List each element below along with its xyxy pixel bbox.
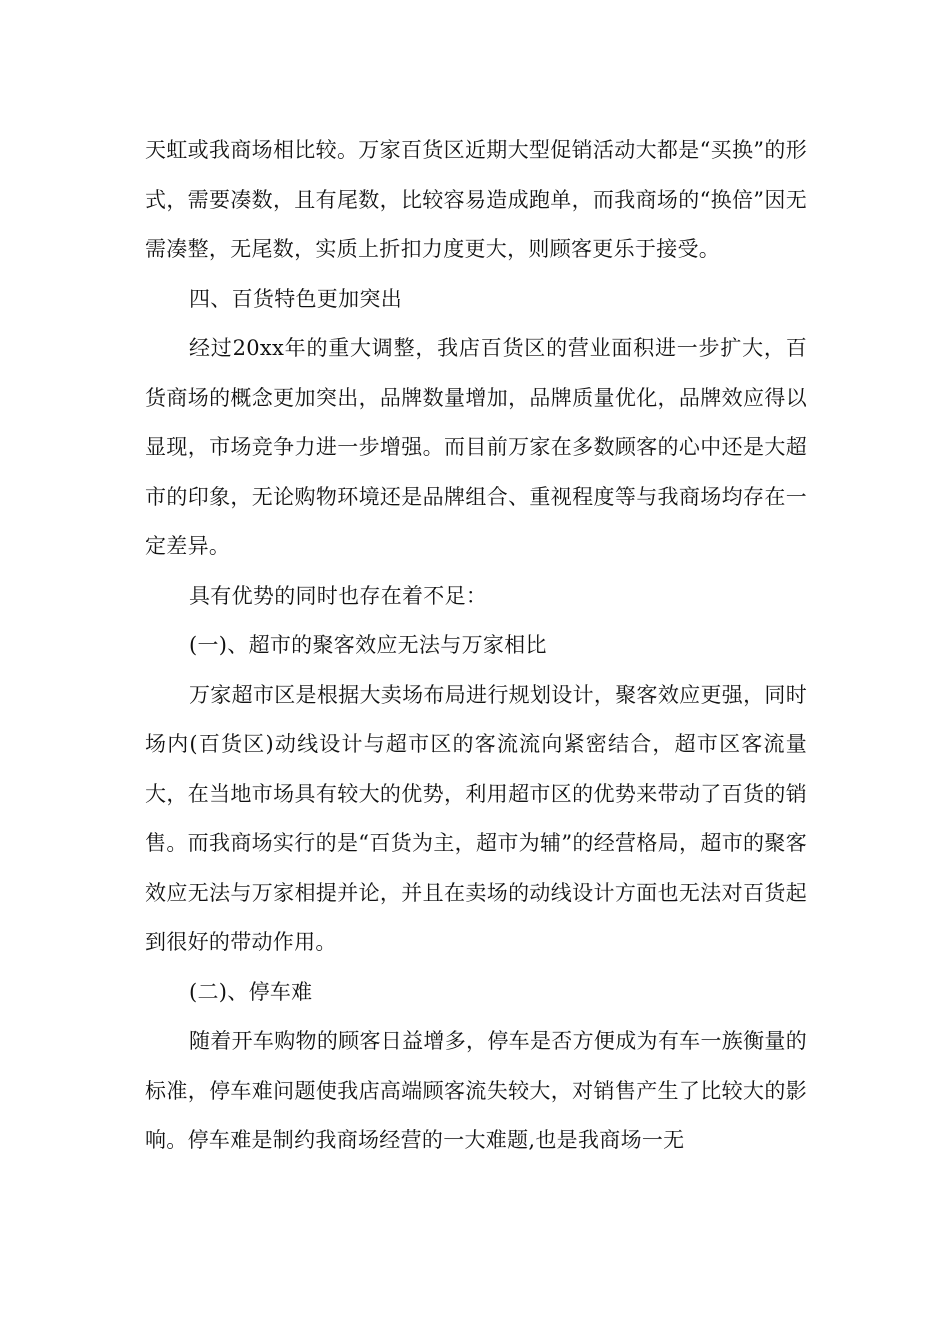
paragraph-continuation: 天虹或我商场相比较。万家百货区近期大型促销活动大都是“买换”的形式，需要凑数，且有尾数，比较容易造成跑单，而我商场的“换倍”因无需凑整，无尾数，实质上折扣力度更大，则顾客更乐于接受。 — [145, 138, 807, 261]
paragraph-parking: 随着开车购物的顾客日益增多，停车是否方便成为有车一族衡量的标准，停车难问题使我店高端顾客流失较大，对销售产生了比较大的影响。停车难是制约我商场经营的一大难题,也是我商场一无 — [145, 1029, 807, 1152]
document-body — [145, 126, 807, 1166]
subheading-1: (一)、超市的聚客效应无法与万家相比 — [189, 633, 547, 657]
paragraph-department-feature: 经过20xx年的重大调整，我店百货区的营业面积进一步扩大，百货商场的概念更加突出，品牌数量增加，品牌质量优化，品牌效应得以显现，市场竞争力进一步增强。而目前万家在多数顾客的心中还是大超市的印象，无论购物环境还是品牌组合、重视程度等与我商场均存在一定差异。 — [145, 336, 807, 558]
paragraph-supermarket: 万家超市区是根据大卖场布局进行规划设计，聚客效应更强，同时场内(百货区)动线设计与超市区的客流流向紧密结合，超市区客流量大，在当地市场具有较大的优势，利用超市区的优势来带动了百货的销售。而我商场实行的是“百货为主，超市为辅”的经营格局，超市的聚客效应无法与万家相提并论，并且在卖场的动线设计方面也无法对百货起到很好的带动作用。 — [145, 682, 807, 954]
subheading-2: (二)、停车难 — [189, 979, 313, 1004]
section-heading-4: 四、百货特色更加突出 — [189, 286, 402, 311]
paragraph-shortcomings-intro: 具有优势的同时也存在着不足： — [189, 583, 488, 608]
